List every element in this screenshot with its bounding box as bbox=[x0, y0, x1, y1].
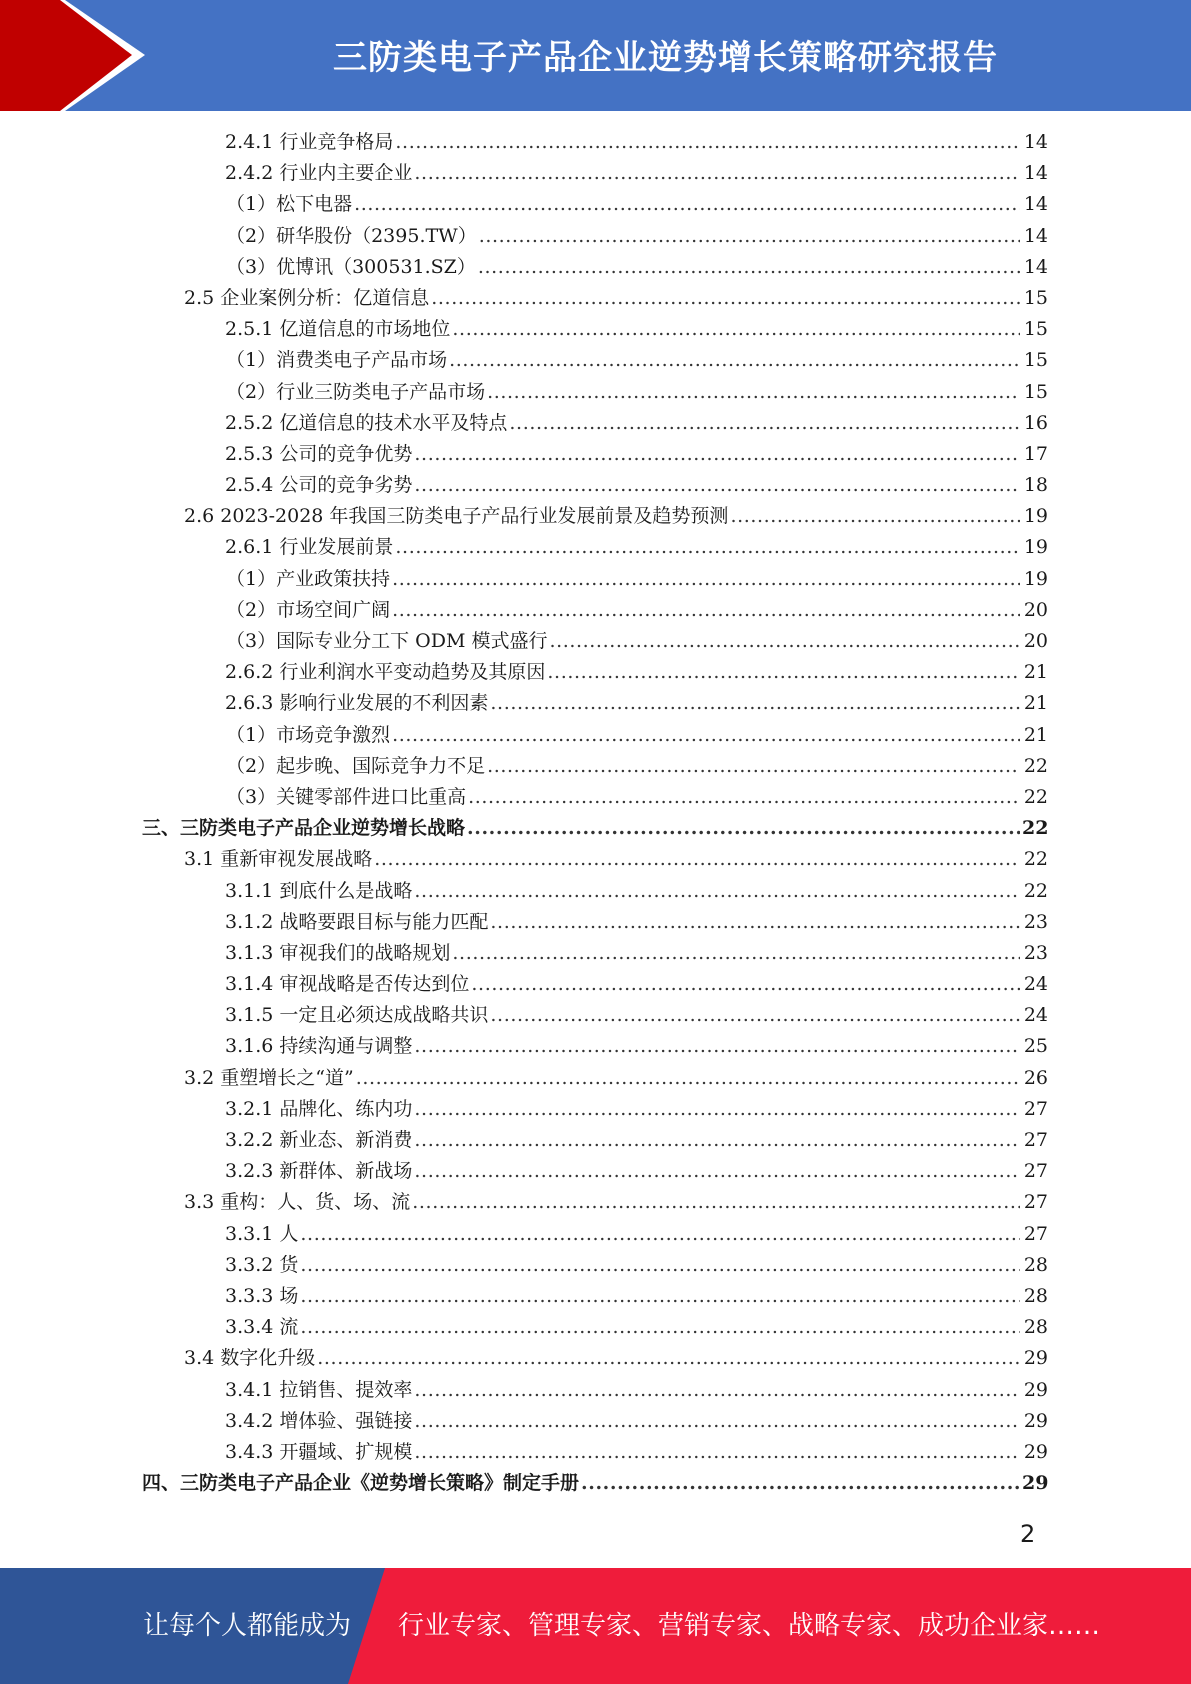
dot-leader bbox=[414, 158, 1020, 189]
toc-page-number: 14 bbox=[1023, 255, 1048, 278]
dot-leader bbox=[300, 1250, 1020, 1281]
toc-entry-title bbox=[226, 595, 390, 626]
toc-entry[interactable] bbox=[0, 1250, 1191, 1281]
toc-entry-label: 市场竞争激烈 bbox=[276, 723, 391, 746]
toc-page-number: 20 bbox=[1023, 630, 1048, 652]
toc-entry-title bbox=[225, 938, 450, 969]
dot-leader bbox=[414, 1375, 1020, 1406]
toc-entry-label: 起步晚、国际竞争力不足 bbox=[276, 754, 486, 777]
toc-entry-label: 研华股份（2395.TW） bbox=[276, 224, 477, 247]
toc-page-number: 28 bbox=[1023, 1316, 1048, 1339]
toc-entry[interactable] bbox=[0, 1312, 1191, 1343]
toc-page-number: 16 bbox=[1023, 411, 1048, 434]
toc-entry-number: 3.2.3 bbox=[225, 1160, 274, 1183]
toc-entry-title bbox=[184, 1063, 354, 1094]
toc-entry-label: 到底什么是战略 bbox=[279, 879, 413, 902]
toc-entry-label: 亿道信息的技术水平及特点 bbox=[279, 411, 508, 434]
dot-leader bbox=[300, 1219, 1020, 1250]
toc-entry-number: （1） bbox=[226, 193, 277, 216]
toc-entry-label: 行业内主要企业 bbox=[279, 162, 413, 185]
toc-entry-label: 数字化升级 bbox=[220, 1347, 316, 1370]
toc-entry-label: 企业案例分析：亿道信息 bbox=[220, 286, 430, 309]
dot-leader bbox=[487, 377, 1020, 408]
dot-leader bbox=[392, 564, 1020, 595]
toc-entry-number: 2.4.1 bbox=[225, 131, 274, 153]
page-footer bbox=[0, 1568, 1191, 1684]
dot-leader bbox=[471, 969, 1020, 1000]
toc-entry-title bbox=[225, 1219, 298, 1250]
toc-entry-label: 国际专业分工下 ODM 模式盛行 bbox=[276, 630, 548, 652]
dot-leader bbox=[412, 1187, 1020, 1218]
toc-entry-title bbox=[225, 408, 507, 439]
toc-entry-label: 增体验、强链接 bbox=[279, 1409, 413, 1432]
toc-entry-number: 3.3 bbox=[184, 1191, 215, 1214]
toc-entry-label: 行业竞争格局 bbox=[279, 131, 394, 153]
toc-entry-number: 3.1.3 bbox=[225, 941, 274, 964]
toc-entry-label: 审视战略是否传达到位 bbox=[279, 973, 470, 996]
toc-page-number: 28 bbox=[1023, 1253, 1048, 1276]
toc-entry[interactable] bbox=[0, 1437, 1191, 1468]
toc-entry[interactable] bbox=[0, 283, 1191, 314]
toc-page-number: 19 bbox=[1023, 505, 1048, 528]
toc-entry-number: 3.2 bbox=[184, 1066, 215, 1089]
toc-entry-label: 市场空间广阔 bbox=[276, 598, 391, 621]
toc-page-number: 15 bbox=[1023, 318, 1048, 341]
toc-page-number: 15 bbox=[1023, 380, 1048, 403]
dot-leader bbox=[392, 595, 1020, 626]
dot-leader bbox=[452, 314, 1020, 345]
toc-entry-title bbox=[225, 1031, 412, 1062]
toc-entry-label: 三防类电子产品企业《逆势增长策略》制定手册 bbox=[180, 1472, 580, 1495]
toc-page-number: 20 bbox=[1023, 598, 1048, 621]
toc-page-number: 29 bbox=[1023, 1347, 1048, 1370]
toc-entry[interactable] bbox=[0, 1094, 1191, 1125]
toc-page-number: 24 bbox=[1023, 973, 1048, 996]
toc-entry[interactable] bbox=[0, 501, 1191, 532]
toc-entry[interactable] bbox=[0, 439, 1191, 470]
toc-entry-number: 3.3.4 bbox=[225, 1316, 274, 1339]
toc-entry[interactable] bbox=[0, 1343, 1191, 1374]
toc-entry-number: 2.5 bbox=[184, 286, 215, 309]
dot-leader bbox=[581, 1468, 1020, 1499]
dot-leader bbox=[490, 1000, 1020, 1031]
toc-entry-number: （3） bbox=[226, 255, 277, 278]
toc-page-number: 23 bbox=[1023, 941, 1048, 964]
toc-entry-number: 2.5.3 bbox=[225, 442, 274, 465]
dot-leader bbox=[395, 532, 1020, 563]
dot-leader bbox=[354, 189, 1020, 220]
dot-leader bbox=[300, 1281, 1020, 1312]
red-chevron-icon bbox=[0, 0, 160, 111]
toc-entry[interactable] bbox=[0, 158, 1191, 189]
page-header bbox=[0, 0, 1191, 111]
toc-entry[interactable] bbox=[0, 688, 1191, 719]
toc-entry-title bbox=[184, 283, 429, 314]
dot-leader bbox=[414, 876, 1020, 907]
toc-entry-label: 2023-2028 年我国三防类电子产品行业发展前景及趋势预测 bbox=[220, 505, 729, 528]
toc-entry[interactable] bbox=[0, 470, 1191, 501]
toc-page-number: 27 bbox=[1023, 1097, 1048, 1120]
dot-leader bbox=[414, 439, 1020, 470]
toc-entry[interactable] bbox=[0, 907, 1191, 938]
dot-leader bbox=[431, 283, 1020, 314]
toc-page-number: 29 bbox=[1023, 1378, 1048, 1401]
toc-page-number: 27 bbox=[1023, 1222, 1048, 1245]
toc-entry-number: 3.4 bbox=[184, 1347, 215, 1370]
toc-entry-number: 3.2.2 bbox=[225, 1129, 274, 1151]
toc-entry-title bbox=[184, 844, 372, 875]
toc-entry-title bbox=[184, 1187, 410, 1218]
toc-entry[interactable] bbox=[0, 1063, 1191, 1094]
toc-page-number: 27 bbox=[1023, 1191, 1048, 1214]
toc-entry-label: 持续沟通与调整 bbox=[279, 1035, 413, 1058]
toc-entry-title bbox=[225, 1125, 412, 1156]
toc-entry-number: （2） bbox=[226, 224, 277, 247]
toc-entry-number: 2.5.2 bbox=[225, 411, 274, 434]
toc-entry[interactable] bbox=[0, 1187, 1191, 1218]
toc-entry-title bbox=[184, 501, 728, 532]
toc-entry[interactable] bbox=[0, 408, 1191, 439]
toc-entry-number: （1） bbox=[226, 567, 277, 590]
toc-entry-title bbox=[226, 377, 485, 408]
dot-leader bbox=[374, 844, 1020, 875]
toc-entry-title bbox=[225, 907, 488, 938]
toc-page-number: 22 bbox=[1023, 879, 1048, 902]
toc-entry[interactable] bbox=[0, 938, 1191, 969]
toc-entry-number: 3.3.2 bbox=[225, 1253, 274, 1276]
toc-entry[interactable] bbox=[0, 1031, 1191, 1062]
toc-entry-label: 场 bbox=[279, 1284, 299, 1307]
toc-page-number: 27 bbox=[1023, 1160, 1048, 1183]
toc-entry-label: 审视我们的战略规划 bbox=[279, 941, 451, 964]
toc-entry-number: （3） bbox=[226, 785, 277, 808]
toc-entry-label: 重新审视发展战略 bbox=[220, 848, 373, 871]
toc-entry-title bbox=[226, 345, 447, 376]
dot-leader bbox=[547, 657, 1020, 688]
toc-page-number: 22 bbox=[1023, 848, 1048, 871]
toc-entry[interactable] bbox=[0, 377, 1191, 408]
toc-entry-label: 战略要跟目标与能力匹配 bbox=[279, 910, 489, 933]
toc-entry-title bbox=[225, 1281, 298, 1312]
toc-entry[interactable] bbox=[0, 782, 1191, 813]
toc-entry-title bbox=[225, 127, 393, 158]
toc-entry[interactable] bbox=[0, 844, 1191, 875]
toc-page-number: 23 bbox=[1023, 910, 1048, 933]
toc-entry-number: 3.1.2 bbox=[225, 910, 274, 933]
toc-entry-number: 3.4.2 bbox=[225, 1409, 274, 1432]
toc-entry-label: 松下电器 bbox=[276, 193, 353, 216]
toc-entry-number: 2.6 bbox=[184, 505, 215, 528]
toc-entry-title bbox=[225, 314, 450, 345]
toc-entry-number: 3.1.1 bbox=[225, 879, 274, 902]
toc-page-number: 27 bbox=[1023, 1129, 1048, 1151]
toc-page-number: 24 bbox=[1023, 1004, 1048, 1027]
toc-page-number: 15 bbox=[1023, 286, 1048, 309]
report-title: 三防类电子产品企业逆势增长策略研究报告 bbox=[333, 37, 998, 78]
toc-entry-number: （2） bbox=[226, 380, 277, 403]
toc-entry-label: 亿道信息的市场地位 bbox=[279, 318, 451, 341]
toc-entry[interactable] bbox=[0, 532, 1191, 563]
toc-page-number: 19 bbox=[1023, 567, 1048, 590]
toc-entry[interactable] bbox=[0, 1219, 1191, 1250]
toc-entry-title bbox=[225, 1156, 412, 1187]
dot-leader bbox=[414, 1094, 1020, 1125]
toc-page-number: 21 bbox=[1023, 723, 1048, 746]
toc-page-number: 14 bbox=[1023, 193, 1048, 216]
toc-page-number: 19 bbox=[1023, 536, 1048, 559]
toc-entry-title bbox=[142, 813, 465, 844]
toc-entry[interactable] bbox=[0, 1468, 1191, 1499]
dot-leader bbox=[395, 127, 1020, 158]
toc-entry-number: （2） bbox=[226, 754, 277, 777]
toc-entry-title bbox=[226, 189, 352, 220]
dot-leader bbox=[490, 907, 1020, 938]
toc-entry-label: 影响行业发展的不利因素 bbox=[279, 692, 489, 715]
toc-entry-title bbox=[225, 158, 412, 189]
toc-entry[interactable] bbox=[0, 876, 1191, 907]
toc-entry[interactable] bbox=[0, 314, 1191, 345]
toc-entry-title bbox=[226, 252, 476, 283]
toc-page-number: 15 bbox=[1023, 349, 1048, 372]
footer-slogan-left: 让每个人都能成为 bbox=[143, 1611, 352, 1641]
toc-page-number: 22 bbox=[1023, 785, 1048, 808]
toc-entry-number: 3.1.4 bbox=[225, 973, 274, 996]
dot-leader bbox=[468, 782, 1020, 813]
toc-entry-number: 3.1 bbox=[184, 848, 215, 871]
toc-entry-title bbox=[226, 782, 466, 813]
toc-entry-title bbox=[225, 688, 488, 719]
toc-entry-label: 重构：人、货、场、流 bbox=[220, 1191, 411, 1214]
toc-page-number: 22 bbox=[1022, 817, 1049, 840]
toc-entry-label: 重塑增长之“道” bbox=[220, 1066, 354, 1089]
toc-page-number: 21 bbox=[1023, 661, 1048, 684]
toc-entry-title bbox=[225, 1406, 412, 1437]
toc-entry-title bbox=[225, 1312, 298, 1343]
toc-entry-title bbox=[225, 1000, 488, 1031]
dot-leader bbox=[449, 345, 1020, 376]
toc-entry-label: 新业态、新消费 bbox=[279, 1129, 413, 1151]
toc-entry-number: 3.2.1 bbox=[225, 1097, 274, 1120]
toc-entry-label: 新群体、新战场 bbox=[279, 1160, 413, 1183]
toc-entry-number: 2.6.3 bbox=[225, 692, 274, 715]
dot-leader bbox=[487, 751, 1020, 782]
toc-entry-number: 3.3.3 bbox=[225, 1284, 274, 1307]
toc-entry-number: 四、 bbox=[142, 1472, 181, 1495]
toc-entry[interactable] bbox=[0, 626, 1191, 657]
toc-entry[interactable] bbox=[0, 564, 1191, 595]
toc-entry-label: 流 bbox=[279, 1316, 299, 1339]
dot-leader bbox=[414, 1437, 1020, 1468]
toc-entry-number: 2.6.2 bbox=[225, 661, 274, 684]
dot-leader bbox=[479, 221, 1020, 252]
toc-entry-title bbox=[225, 532, 393, 563]
toc-entry[interactable] bbox=[0, 127, 1191, 158]
toc-entry-number: 3.4.1 bbox=[225, 1378, 274, 1401]
toc-entry-label: 公司的竞争优势 bbox=[279, 442, 413, 465]
toc-entry-label: 品牌化、练内功 bbox=[279, 1097, 413, 1120]
toc-page-number: 29 bbox=[1022, 1472, 1049, 1495]
toc-entry[interactable] bbox=[0, 1406, 1191, 1437]
toc-entry-number: 3.1.6 bbox=[225, 1035, 274, 1058]
dot-leader bbox=[478, 252, 1020, 283]
toc-entry-label: 产业政策扶持 bbox=[276, 567, 391, 590]
toc-entry-number: 3.3.1 bbox=[225, 1222, 274, 1245]
toc-entry-label: 人 bbox=[279, 1222, 299, 1245]
toc-entry-number: 3.1.5 bbox=[225, 1004, 274, 1027]
toc-entry-title bbox=[225, 876, 412, 907]
toc-entry-label: 行业利润水平变动趋势及其原因 bbox=[279, 661, 546, 684]
toc-entry[interactable] bbox=[0, 1125, 1191, 1156]
toc-page-number: 18 bbox=[1023, 474, 1048, 497]
dot-leader bbox=[356, 1063, 1020, 1094]
toc-page-number: 29 bbox=[1023, 1409, 1048, 1432]
toc-entry[interactable] bbox=[0, 969, 1191, 1000]
toc-entry[interactable] bbox=[0, 252, 1191, 283]
toc-page-number: 14 bbox=[1023, 162, 1048, 185]
toc-page-number: 22 bbox=[1023, 754, 1048, 777]
dot-leader bbox=[452, 938, 1020, 969]
toc-entry-label: 开疆域、扩规模 bbox=[279, 1440, 413, 1463]
toc-entry-title bbox=[226, 221, 477, 252]
toc-entry[interactable] bbox=[0, 1156, 1191, 1187]
toc-entry-label: 关键零部件进口比重高 bbox=[276, 785, 467, 808]
toc-entry-label: 公司的竞争劣势 bbox=[279, 474, 413, 497]
toc-entry-title bbox=[225, 1375, 412, 1406]
dot-leader bbox=[549, 626, 1020, 657]
toc-entry[interactable] bbox=[0, 813, 1191, 844]
dot-leader bbox=[414, 1031, 1020, 1062]
toc-entry[interactable] bbox=[0, 1375, 1191, 1406]
dot-leader bbox=[414, 1156, 1020, 1187]
toc-entry-label: 货 bbox=[279, 1253, 299, 1276]
toc-entry-title bbox=[184, 1343, 315, 1374]
toc-entry-number: 2.6.1 bbox=[225, 536, 274, 559]
toc-entry[interactable] bbox=[0, 720, 1191, 751]
dot-leader bbox=[392, 720, 1020, 751]
toc-page-number: 26 bbox=[1023, 1066, 1048, 1089]
toc-entry-label: 拉销售、提效率 bbox=[279, 1378, 413, 1401]
toc-entry-title bbox=[225, 1250, 298, 1281]
toc-entry[interactable] bbox=[0, 595, 1191, 626]
toc-entry-title bbox=[225, 439, 412, 470]
toc-entry-title bbox=[225, 1094, 412, 1125]
toc-page-number: 17 bbox=[1023, 442, 1048, 465]
toc-entry-number: 3.4.3 bbox=[225, 1440, 274, 1463]
toc-page-number: 28 bbox=[1023, 1284, 1048, 1307]
dot-leader bbox=[414, 470, 1020, 501]
dot-leader bbox=[317, 1343, 1020, 1374]
footer-slogan-right: 行业专家、管理专家、营销专家、战略专家、成功企业家…… bbox=[398, 1611, 1101, 1641]
toc-entry[interactable] bbox=[0, 189, 1191, 220]
toc-entry[interactable] bbox=[0, 345, 1191, 376]
table-of-contents bbox=[0, 127, 1191, 1499]
toc-entry-title bbox=[225, 657, 545, 688]
toc-entry-number: 2.5.4 bbox=[225, 474, 274, 497]
toc-entry[interactable] bbox=[0, 751, 1191, 782]
toc-entry-number: （2） bbox=[226, 598, 277, 621]
toc-entry[interactable] bbox=[0, 657, 1191, 688]
toc-page-number: 14 bbox=[1023, 224, 1048, 247]
toc-entry-title bbox=[226, 626, 547, 657]
toc-page-number: 21 bbox=[1023, 692, 1048, 715]
toc-entry-label: 一定且必须达成战略共识 bbox=[279, 1004, 489, 1027]
toc-entry-label: 消费类电子产品市场 bbox=[276, 349, 448, 372]
toc-entry-label: 行业三防类电子产品市场 bbox=[276, 380, 486, 403]
toc-entry-title bbox=[226, 751, 485, 782]
toc-entry-number: 2.4.2 bbox=[225, 162, 274, 185]
dot-leader bbox=[467, 813, 1020, 844]
dot-leader bbox=[509, 408, 1020, 439]
toc-entry-label: 行业发展前景 bbox=[279, 536, 394, 559]
dot-leader bbox=[300, 1312, 1020, 1343]
toc-page-number: 29 bbox=[1023, 1440, 1048, 1463]
toc-entry-number: （3） bbox=[226, 630, 277, 652]
toc-page-number: 14 bbox=[1023, 131, 1048, 153]
toc-entry-number: 2.5.1 bbox=[225, 318, 274, 341]
dot-leader bbox=[730, 501, 1020, 532]
page-number: 2 bbox=[1020, 1520, 1036, 1548]
toc-entry-title bbox=[142, 1468, 579, 1499]
toc-entry-title bbox=[225, 470, 412, 501]
dot-leader bbox=[414, 1125, 1020, 1156]
toc-entry[interactable] bbox=[0, 1000, 1191, 1031]
toc-page-number: 25 bbox=[1023, 1035, 1048, 1058]
toc-entry-label: 优博讯（300531.SZ） bbox=[276, 255, 476, 278]
toc-entry-title bbox=[226, 564, 390, 595]
toc-entry-title bbox=[226, 720, 390, 751]
toc-entry-title bbox=[225, 1437, 412, 1468]
toc-entry-number: （1） bbox=[226, 723, 277, 746]
toc-entry[interactable] bbox=[0, 221, 1191, 252]
toc-entry[interactable] bbox=[0, 1281, 1191, 1312]
toc-entry-title bbox=[225, 969, 469, 1000]
toc-entry-number: （1） bbox=[226, 349, 277, 372]
dot-leader bbox=[414, 1406, 1020, 1437]
toc-entry-number: 三、 bbox=[142, 817, 181, 840]
toc-entry-label: 三防类电子产品企业逆势增长战略 bbox=[180, 817, 466, 840]
dot-leader bbox=[490, 688, 1020, 719]
